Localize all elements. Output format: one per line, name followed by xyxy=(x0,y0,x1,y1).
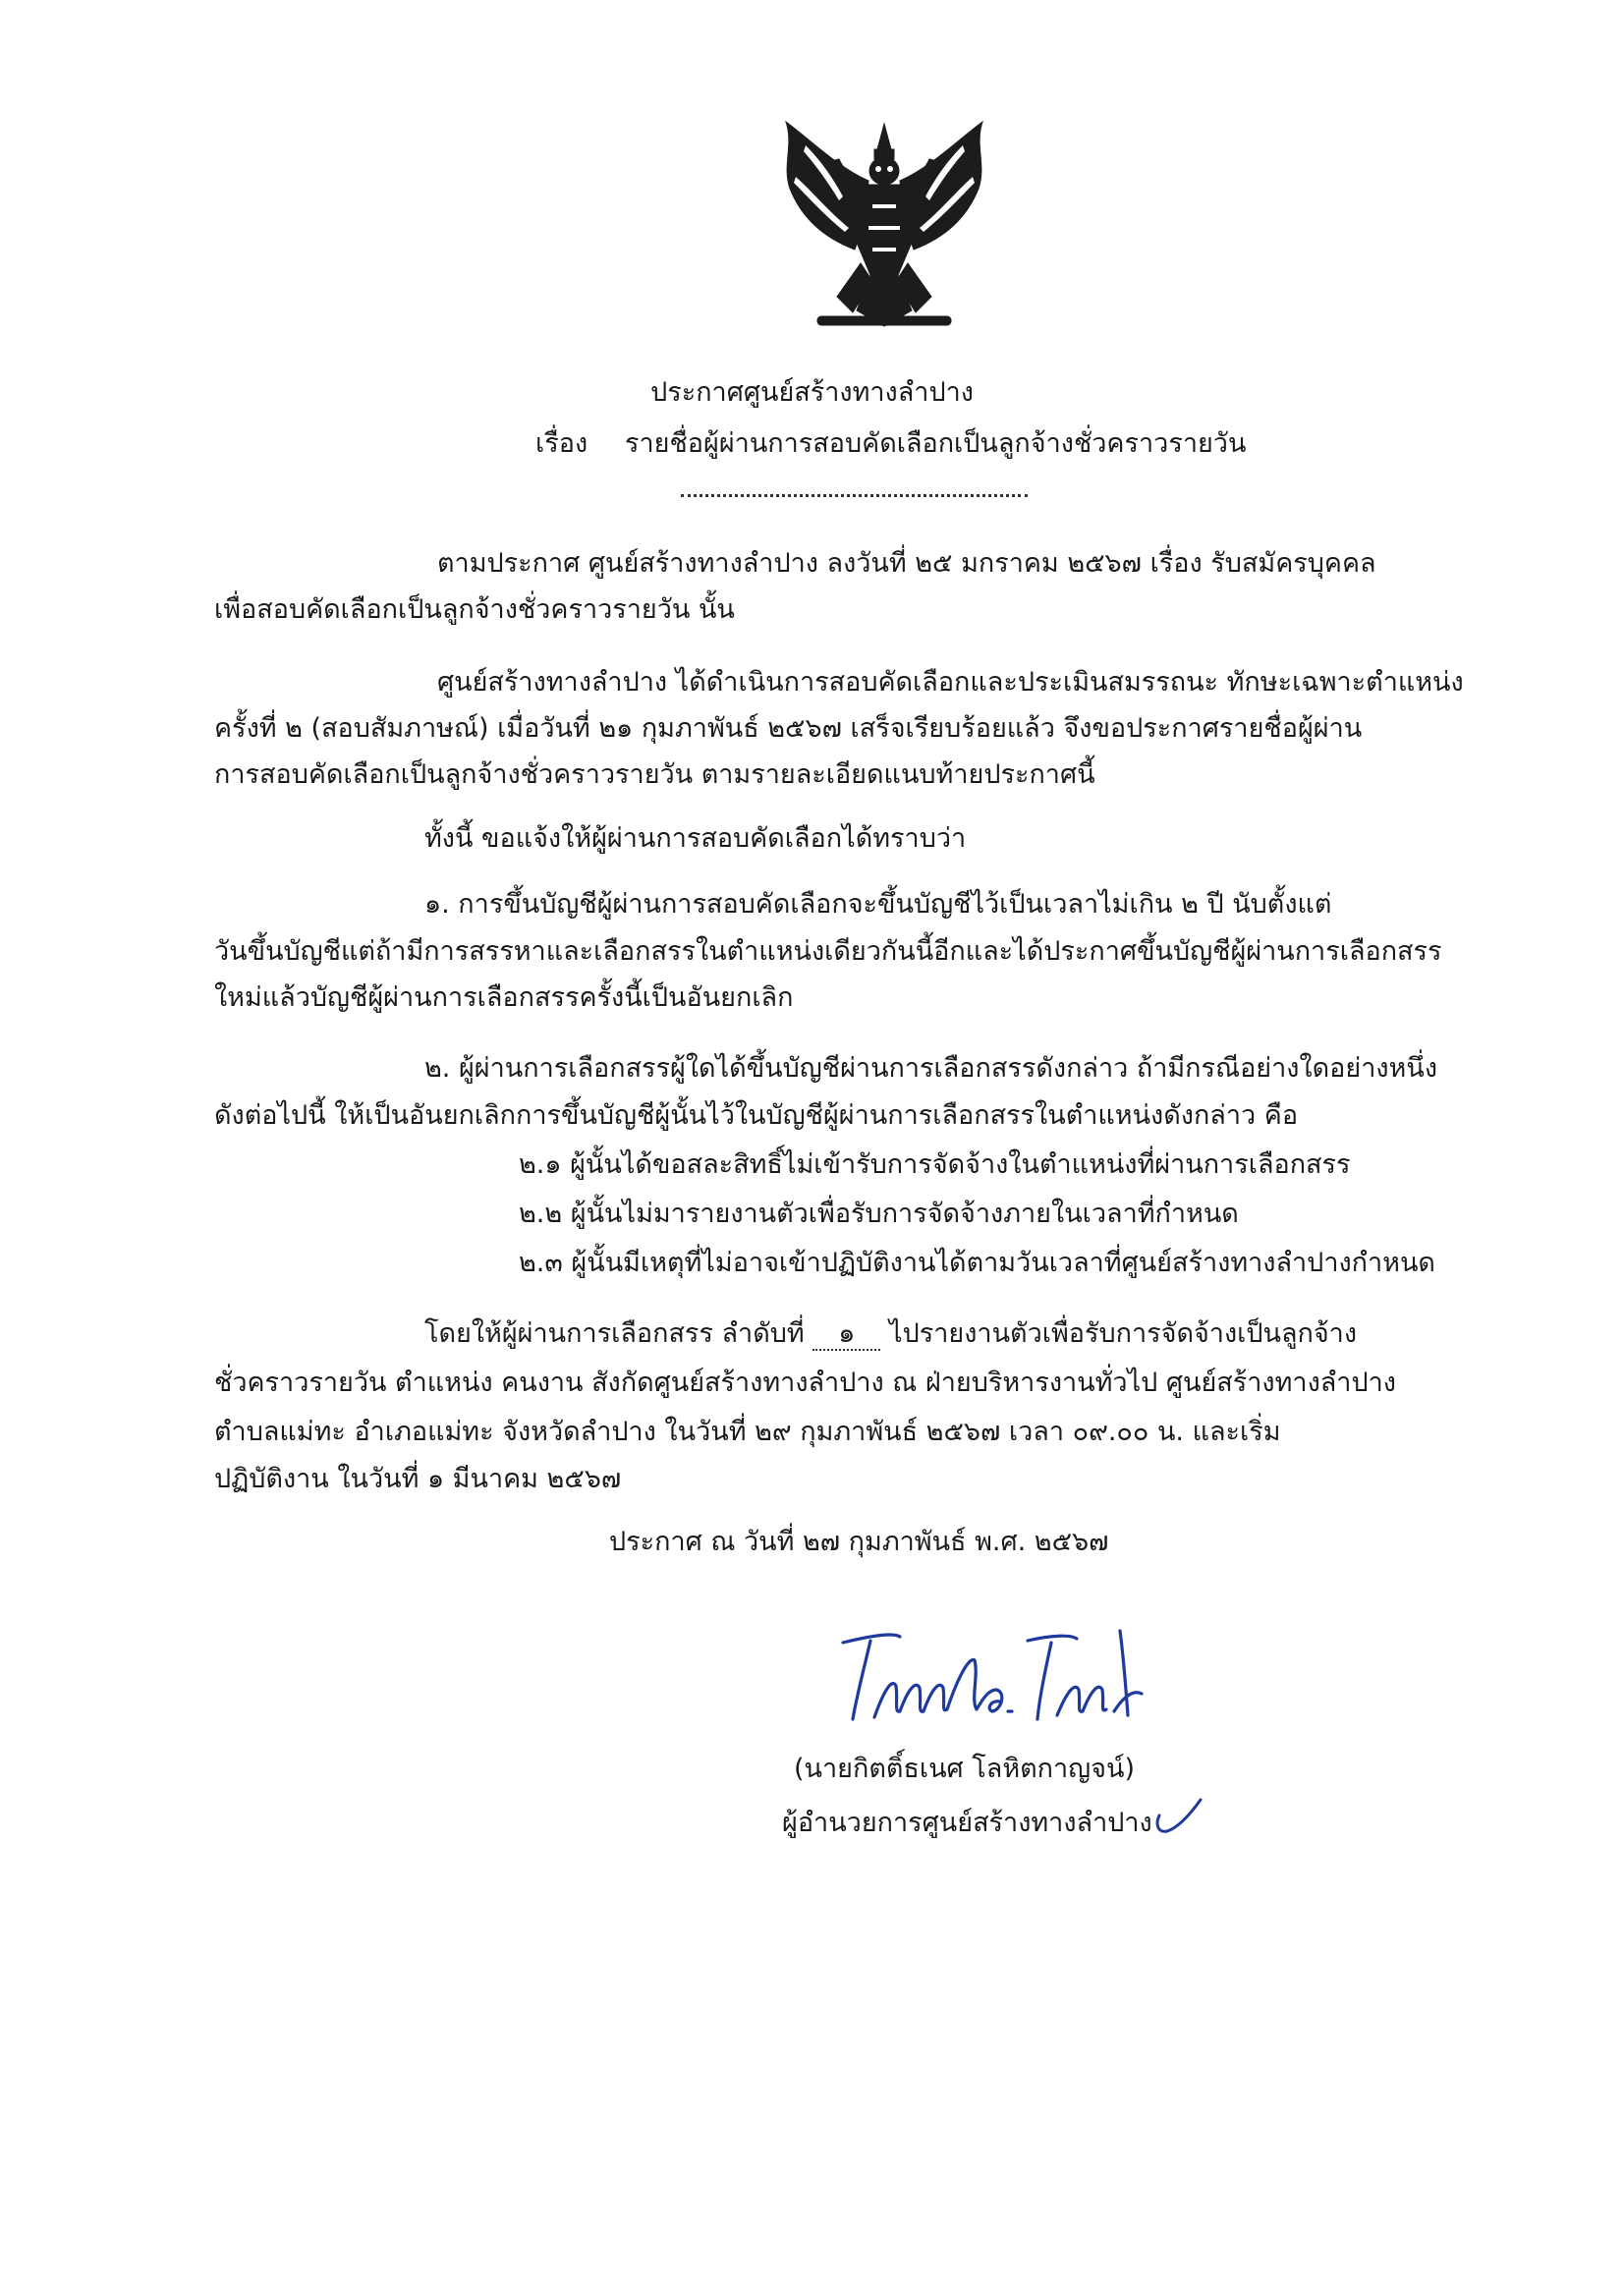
paragraph-4-line-1-start: โดยให้ผู้ผ่านการเลือกสรร ลำดับที่ xyxy=(424,1318,805,1349)
item-1-line-1: ๑. การขึ้นบัญชีผู้ผ่านการสอบคัดเลือกจะขึ้นบัญชีไว้เป็นเวลาไม่เกิน ๒ ปี นับตั้งแต่ xyxy=(424,889,1332,920)
signatory-position: ผู้อำนวยการศูนย์สร้างทางลำปาง xyxy=(782,1808,1152,1838)
handwritten-signature xyxy=(835,1621,1169,1729)
paragraph-2-line-3: การสอบคัดเลือกเป็นลูกจ้างชั่วคราวรายวัน ตามรายละเอียดแนบท้ายประกาศนี้ xyxy=(214,759,1095,790)
check-mark-icon xyxy=(1149,1794,1204,1839)
paragraph-1-line-1: ตามประกาศ ศูนย์สร้างทางลำปาง ลงวันที่ ๒๕ มกราคม ๒๕๖๗ เรื่อง รับสมัครบุคคล xyxy=(437,548,1376,579)
paragraph-4-line-4: ปฏิบัติงาน ในวันที่ ๑ มีนาคม ๒๕๖๗ xyxy=(214,1464,622,1494)
subject-text: รายชื่อผู้ผ่านการสอบคัดเลือกเป็นลูกจ้างชั่วคราวรายวัน xyxy=(625,428,1247,459)
document-title: ประกาศศูนย์สร้างทางลำปาง xyxy=(650,377,974,408)
subject-label: เรื่อง xyxy=(535,428,588,459)
item-2-line-2: ดังต่อไปนี้ ให้เป็นอันยกเลิกการขึ้นบัญชีผู้นั้นไว้ในบัญชีผู้ผ่านการเลือกสรรในตำแหน่งดังกล่าว คือ xyxy=(214,1100,1299,1131)
paragraph-4-line-3: ตำบลแม่ทะ อำเภอแม่ทะ จังหวัดลำปาง ในวันที่ ๒๙ กุมภาพันธ์ ๒๕๖๗ เวลา ๐๙.๐๐ น. และเริ่ม xyxy=(214,1417,1281,1447)
paragraph-4-line-2: ชั่วคราวรายวัน ตำแหน่ง คนงาน สังกัดศูนย์สร้างทางลำปาง ณ ฝ่ายบริหารงานทั่วไป ศูนย์สร้างทางลำปาง xyxy=(214,1368,1396,1398)
item-2-3: ๒.๓ ผู้นั้นมีเหตุที่ไม่อาจเข้าปฏิบัติงานได้ตามวันเวลาที่ศูนย์สร้างทางลำปางกำหนด xyxy=(519,1248,1435,1278)
signatory-name: (นายกิตติ์ธเนศ โลหิตกาญจน์) xyxy=(794,1754,1135,1784)
item-2-line-1: ๒. ผู้ผ่านการเลือกสรรผู้ใดได้ขึ้นบัญชีผ่านการเลือกสรรดังกล่าว ถ้ามีกรณีอย่างใดอย่างหนึ่ง xyxy=(424,1053,1437,1084)
title-divider xyxy=(681,494,1028,497)
paragraph-1-line-2: เพื่อสอบคัดเลือกเป็นลูกจ้างชั่วคราวรายวัน นั้น xyxy=(214,594,735,625)
announcement-date: ประกาศ ณ วันที่ ๒๗ กุมภาพันธ์ พ.ศ. ๒๕๖๗ xyxy=(609,1527,1109,1557)
item-1-line-2: วันขึ้นบัญชีแต่ถ้ามีการสรรหาและเลือกสรรในตำแหน่งเดียวกันนี้อีกและได้ประกาศขึ้นบัญชีผู้ผ่านการเลือกสรร xyxy=(214,936,1442,967)
paragraph-4-line-1-end: ไปรายงานตัวเพื่อรับการจัดจ้างเป็นลูกจ้าง xyxy=(889,1318,1358,1349)
rank-number: ๑ xyxy=(812,1319,880,1351)
item-1-line-3: ใหม่แล้วบัญชีผู้ผ่านการเลือกสรรครั้งนี้เป็นอันยกเลิก xyxy=(214,982,794,1013)
garuda-emblem xyxy=(766,116,1002,340)
item-2-1: ๒.๑ ผู้นั้นได้ขอสละสิทธิ์ไม่เข้ารับการจัดจ้างในตำแหน่งที่ผ่านการเลือกสรร xyxy=(519,1149,1351,1180)
paragraph-4-line-1 xyxy=(424,1316,1357,1352)
paragraph-2-line-2: ครั้งที่ ๒ (สอบสัมภาษณ์) เมื่อวันที่ ๒๑ กุมภาพันธ์ ๒๕๖๗ เสร็จเรียบร้อยแล้ว จึงขอประกาศรายชื่อผู้ผ่าน xyxy=(214,713,1363,744)
paragraph-3: ทั้งนี้ ขอแจ้งให้ผู้ผ่านการสอบคัดเลือกได้ทราบว่า xyxy=(424,823,967,854)
item-2-2: ๒.๒ ผู้นั้นไม่มารายงานตัวเพื่อรับการจัดจ้างภายในเวลาที่กำหนด xyxy=(519,1199,1239,1229)
paragraph-2-line-1: ศูนย์สร้างทางลำปาง ได้ดำเนินการสอบคัดเลือกและประเมินสมรรถนะ ทักษะเฉพาะตำแหน่ง xyxy=(437,667,1464,698)
